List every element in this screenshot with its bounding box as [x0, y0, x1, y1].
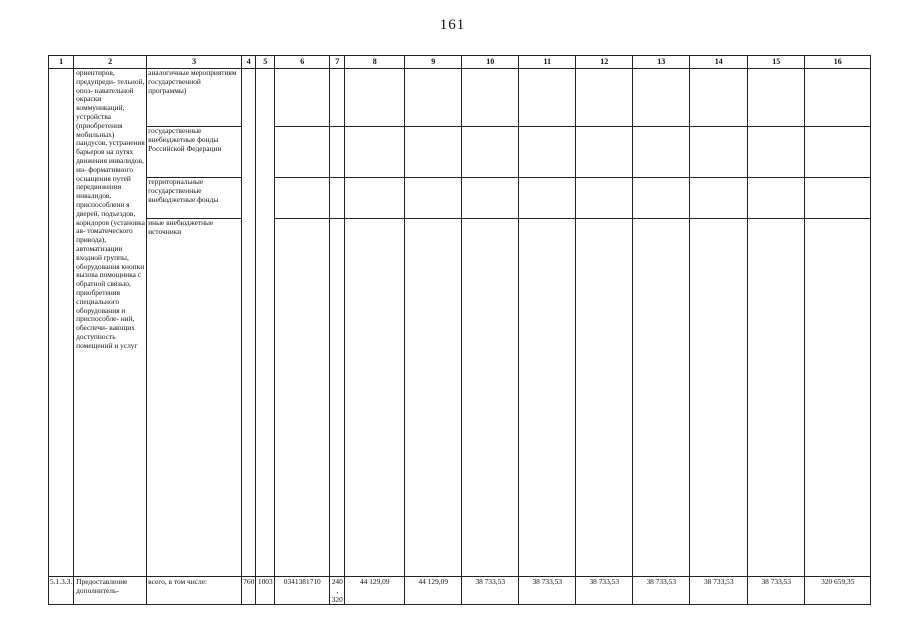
empty-cell	[275, 219, 330, 577]
empty-cell	[690, 219, 748, 577]
empty-cell	[405, 178, 462, 219]
empty-cell	[805, 69, 871, 127]
col-header-12: 12	[576, 56, 633, 69]
continued-description: ориентиров, предупреди- тельной, опоз- навательной окраски коммуникаций, устройства (приобретения мобильных) пандусов, устранения барьеров на путях движения инвалидов, ин- формативного оснащения путей передвижения инвалидов, приспособлени я дверей, подъездов, коридоров (установка ав- томатического привода), автоматизации входной группы, оборудования кнопки вызова помощника с обратной связью, приобретения специального оборудования и приспособле- ний, обеспечи- вающих доступность помещений и услуг	[74, 69, 147, 577]
empty-cell	[519, 127, 576, 178]
empty-cell	[345, 69, 405, 127]
empty-cell	[405, 69, 462, 127]
col-header-10: 10	[462, 56, 519, 69]
empty-cell	[690, 178, 748, 219]
row-source: всего, в том числе:	[147, 577, 242, 605]
empty-cell	[748, 127, 805, 178]
col-header-9: 9	[405, 56, 462, 69]
table-row	[49, 219, 871, 577]
empty-cell	[256, 69, 275, 577]
empty-cell	[576, 127, 633, 178]
col-header-14: 14	[690, 56, 748, 69]
row-value-13: 38 733,53	[633, 577, 690, 605]
empty-cell	[330, 219, 345, 577]
col-header-7: 7	[330, 56, 345, 69]
row-value-16: 320 659,35	[805, 577, 871, 605]
row-code-6: 0341381710	[275, 577, 330, 605]
empty-cell	[576, 178, 633, 219]
empty-cell	[275, 69, 330, 127]
table-row	[49, 577, 871, 605]
row-code-7: 240, 320	[331, 577, 343, 604]
source-cell: территориальные государственные внебюджетные фонды	[147, 178, 242, 219]
empty-cell	[748, 69, 805, 127]
empty-cell	[330, 178, 345, 219]
row-code-4: 760	[242, 577, 256, 605]
col-header-4: 4	[242, 56, 256, 69]
empty-cell	[805, 178, 871, 219]
source-cell: иные внебюджетные источники	[147, 219, 242, 577]
empty-cell	[405, 219, 462, 577]
col-header-5: 5	[256, 56, 275, 69]
table-row	[49, 127, 871, 178]
empty-cell	[690, 127, 748, 178]
page-number: 161	[439, 17, 466, 33]
col-header-1: 1	[49, 56, 74, 69]
row-value-9: 44 129,09	[405, 577, 462, 605]
empty-cell	[462, 127, 519, 178]
empty-cell	[242, 69, 256, 577]
empty-cell	[330, 127, 345, 178]
row-code-5: 1003	[256, 577, 275, 605]
row-value-15: 38 733,53	[748, 577, 805, 605]
col-header-3: 3	[147, 56, 242, 69]
empty-cell	[275, 178, 330, 219]
row-value-8: 44 129,09	[345, 577, 405, 605]
table-row	[49, 69, 871, 127]
empty-cell	[576, 219, 633, 577]
empty-cell	[330, 69, 345, 127]
empty-cell	[633, 127, 690, 178]
empty-cell	[633, 69, 690, 127]
empty-cell	[748, 219, 805, 577]
col-header-16: 16	[805, 56, 871, 69]
col-header-13: 13	[633, 56, 690, 69]
empty-cell	[805, 127, 871, 178]
empty-cell	[690, 69, 748, 127]
col-header-2: 2	[74, 56, 147, 69]
header-row	[49, 56, 871, 69]
row-value-12: 38 733,53	[576, 577, 633, 605]
empty-cell	[345, 127, 405, 178]
col-header-15: 15	[748, 56, 805, 69]
col-header-6: 6	[275, 56, 330, 69]
source-cell: государственные внебюджетные фонды Российской Федерации	[147, 127, 242, 178]
empty-cell	[805, 219, 871, 577]
col-header-8: 8	[345, 56, 405, 69]
empty-cell	[519, 219, 576, 577]
budget-table	[48, 55, 871, 605]
row-value-11: 38 733,53	[519, 577, 576, 605]
empty-cell	[405, 127, 462, 178]
empty-cell	[275, 127, 330, 178]
table-row	[49, 178, 871, 219]
col-header-11: 11	[519, 56, 576, 69]
empty-cell	[345, 219, 405, 577]
empty-cell	[462, 219, 519, 577]
source-cell: аналогичные мероприятиям государственной программы)	[147, 69, 242, 127]
row-description: Предоставление дополнитель-	[74, 577, 147, 605]
empty-cell	[633, 219, 690, 577]
empty-cell	[576, 69, 633, 127]
empty-cell	[519, 178, 576, 219]
continued-c1	[49, 69, 74, 577]
empty-cell	[633, 178, 690, 219]
empty-cell	[748, 178, 805, 219]
row-value-10: 38 733,53	[462, 577, 519, 605]
empty-cell	[462, 178, 519, 219]
row-number: 5.1.3.3.	[49, 577, 74, 605]
empty-cell	[519, 69, 576, 127]
row-value-14: 38 733,53	[690, 577, 748, 605]
empty-cell	[345, 178, 405, 219]
empty-cell	[462, 69, 519, 127]
